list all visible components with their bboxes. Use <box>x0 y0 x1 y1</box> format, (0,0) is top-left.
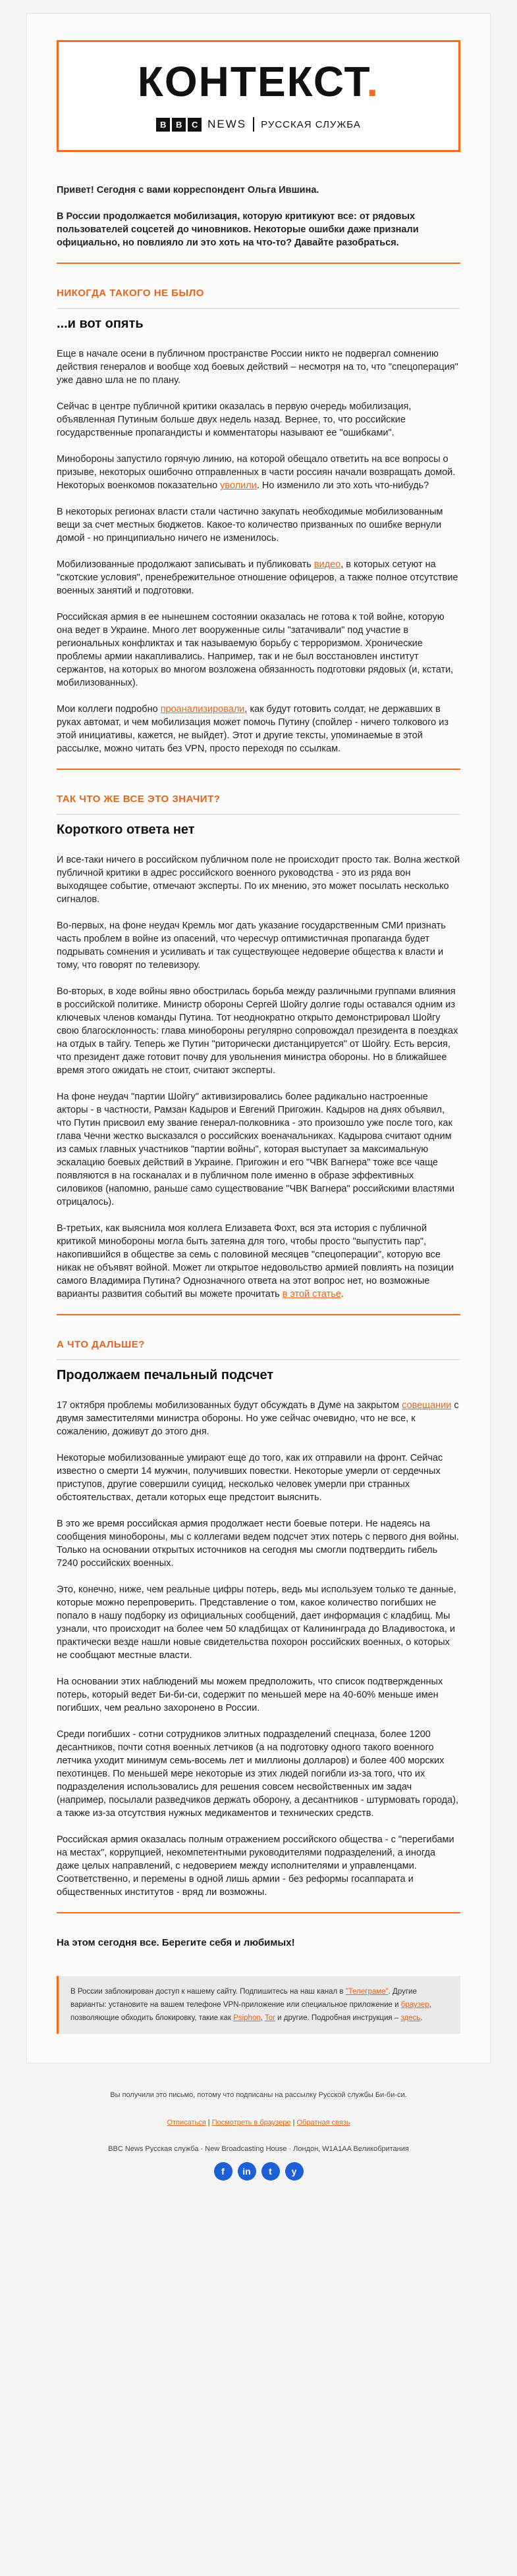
inline-link[interactable]: видео <box>313 559 341 570</box>
address: BBC News Русская служба · New Broadcasting House · Лондон, W1A1AA Великобритания <box>108 2145 409 2153</box>
paragraph: Сейчас в центре публичной критики оказалась в первую очередь мобилизация, объявленная Путиным больше двух недель назад. Вернее, то, что российские государственные пропагандисты и комментаторы называют ее "ошибками". <box>57 401 412 438</box>
kontekst-logo[interactable]: КОНТЕКСТ. <box>137 58 380 105</box>
divider <box>57 1359 460 1360</box>
vpn-notice: В России заблокирован доступ к нашему сайту. Подпишитесь на наш канал в "Телеграме". Другие варианты: установите на вашем телефоне VPN-приложение или специальное приложение и браузер, позволяющие обходить блокировку, такие как Psiphon, Tor и другие. Подробная инструкция – здесь. <box>57 1976 460 2034</box>
newsletter-card <box>26 13 491 2063</box>
paragraph: Некоторые мобилизованные умирают еще до того, как их отправили на фронт. Сейчас известно о смерти 14 мужчин, получивших повестки. Некоторые умерли от сердечных приступов, другие совершили суицид, несколько человек умерли при странных обстоятельствах, детали которых еще предстоит выяснить. <box>57 1453 443 1503</box>
section-subtitle: Короткого ответа нет <box>57 822 195 837</box>
paragraph: Российская армия оказалась полным отражением российского общества - с "перегибами на местах", коррупцией, некомпетентными руководителями подразделений, а иногда даже целых направлений, с недоверием между исполнителями и управленцами. Соответственно, и перемены в одной лишь армии - без реформы госаппарата и общественных институтов - вряд ли возможны. <box>57 1834 454 1898</box>
linkedin-icon[interactable]: in <box>238 2162 256 2181</box>
section-kicker: А ЧТО ДАЛЬШЕ? <box>57 1339 145 1350</box>
paragraph: В некоторых регионах власти стали частично закупать необходимые мобилизованным вещи за счет местных бюджетов. Какое-то количество призванных по ошибке вернули домой - но принципиально ничего не изменилось. <box>57 507 443 543</box>
inline-link[interactable]: уволили <box>220 480 257 491</box>
section-subtitle: Продолжаем печальный подсчет <box>57 1368 274 1382</box>
subscription-note: Вы получили это письмо, потому что подписаны на рассылку Русской службы Би-би-си. <box>110 2091 407 2099</box>
greeting: Привет! Сегодня с вами корреспондент Ольга Ившина. <box>57 185 319 195</box>
section-kicker: ТАК ЧТО ЖЕ ВСЕ ЭТО ЗНАЧИТ? <box>57 794 221 805</box>
tor-link[interactable]: Tor <box>264 2014 275 2022</box>
section-kicker: НИКОГДА ТАКОГО НЕ БЫЛО <box>57 288 204 299</box>
paragraph: Во-вторых, в ходе войны явно обострилась борьба между различными группами влияния в российской политике. Министр обороны Сергей Шойгу долгие годы оставался одним из ключевых членов команды Путина. Тот неоднократно открыто демонстрировал Шойгу свою благосклонность: глава минобороны регулярно сопровождал президента в поездках на отдых в тайгу. Теперь же Путин "риторически дистанцируется" от Шойгу. Есть версия, что президент даже готовит почву для увольнения министра обороны. Но в ближайшее время этого ожидать не стоит, считают эксперты. <box>57 986 458 1076</box>
service-name: РУССКАЯ СЛУЖБА <box>261 118 361 130</box>
brand-divider <box>253 117 254 132</box>
feedback-link[interactable]: Обратная связь <box>296 2119 350 2127</box>
divider <box>57 308 460 309</box>
footer <box>0 2063 517 2194</box>
paragraph: Еще в начале осени в публичном пространстве России никто не подвергал сомнению действия генералов и вообще ход боевых действий – несмотря на то, что "спецоперация" уже давно шла не по плану. <box>57 349 458 386</box>
twitter-icon[interactable]: t <box>261 2162 280 2181</box>
section-1 <box>57 263 460 755</box>
paragraph: Среди погибших - сотни сотрудников элитных подразделений спецназа, более 1200 десантников, почти сотня военных летчиков (а на подготовку одного такого военного летчика уходит минимум семь-восемь лет и миллионы долларов) и более 400 морских пехотинцев. По меньшей мере некоторые из этих людей погибли из-за того, что их подразделения использовались для решения совсем несвойственных им задач (например, посылали разведчиков держать оборону, а десантников - штурмовать города), а также из-за отсутствия нужных медикаментов и технических средств. <box>57 1729 458 1819</box>
browser-link[interactable]: браузер <box>400 2001 429 2009</box>
paragraph: На фоне неудач "партии Шойгу" активизировались более радикально настроенные акторы - в частности, Рамзан Кадыров и Евгений Пригожин. Кадыров на днях объявил, что Путин присвоил ему звание генерал-полковника - это произошло уже после того, как глава Чечни жестко высказался о российских военачальниках. Кадырова считают одним из самых главных участников "партии войны", которая выступает за максимальную эскалацию боевых действий в Украине. Пригожин и его "ЧВК Вагнера" тоже все чаще появляются в на госканалах и в публичном поле именно в образе эффективных силовиков (напомню, раньше само существование "ЧВК Вагнера" российскими властями отрицалось). <box>57 1092 454 1207</box>
inline-link[interactable]: в этой статье <box>282 1289 341 1300</box>
psiphon-link[interactable]: Psiphon <box>233 2014 261 2022</box>
paragraph: Мобилизованные продолжают записывать и публиковать видео, в которых сетуют на "скотские условия", пренебрежительное отношение офицеров, а также полное отсутствие военных занятий и подготовки. <box>57 559 458 596</box>
section-subtitle: ...и вот опять <box>57 316 144 331</box>
news-wordmark: NEWS <box>207 118 247 130</box>
bbc-logo: B B C <box>156 118 202 132</box>
lead: В России продолжается мобилизация, которую критикуют все: от рядовых пользователей соцсетей до чиновников. Некоторые ошибки даже признали официально, но повлияло ли это хоть на что-то? Давайте разобраться. <box>57 211 419 248</box>
paragraph: В это же время российская армия продолжает нести боевые потери. Не надеясь на сообщения минобороны, мы с коллегами ведем подсчет этих потерь с первого дня войны. Только на основании открытых источников на сегодня мы смогли подтвердить гибель 7240 российских военных. <box>57 1519 459 1569</box>
view-in-browser-link[interactable]: Посмотреть в браузере <box>211 2119 291 2127</box>
section-3 <box>57 1314 460 1899</box>
bbc-russian-brand[interactable] <box>156 117 361 132</box>
unsubscribe-link[interactable]: Отписаться <box>167 2119 206 2127</box>
youtube-icon[interactable]: y <box>285 2162 304 2181</box>
telegram-link[interactable]: "Телеграме" <box>345 1988 389 1996</box>
facebook-icon[interactable]: f <box>214 2162 232 2181</box>
section-2 <box>57 769 460 1301</box>
paragraph: Российская армия в ее нынешнем состоянии оказалась не готова к той войне, которую она ведет в Украине. Много лет вооруженные силы "затачивали" под участие в региональных конфликтах и так называемую борьбу с терроризмом. Хронические проблемы армии накапливались. Например, так и не был восстановлен институт сержантов, на которых во многом возложена обязанность подготовки рядовых (и, кстати, мобилизованных). <box>57 612 454 688</box>
paragraph: Мои коллеги подробно проанализировали, как будут готовить солдат, не державших в руках автомат, и чем мобилизация может помочь Путину (спойлер - ничего толкового из этой инициативы, кажется, не выйдет). Этот и другие тексты, упоминаемые в этой рассылке, можно читать без VPN, просто переходя по ссылкам. <box>57 704 449 754</box>
social-links <box>0 2162 517 2181</box>
paragraph: 17 октября проблемы мобилизованных будут обсуждать в Думе на закрытом совещании с двумя заместителями министра обороны. Но уже сейчас очевидно, что не все, к сожалению, доживут до этого дня. <box>57 1400 459 1437</box>
paragraph: Минобороны запустило горячую линию, на которой обещало ответить на все вопросы о призыве, некоторых ошибочно отправленных в части россиян начали возвращать домой. Некоторых военкомов показательно уволили. Но изменило ли это хоть что-нибудь? <box>57 454 456 491</box>
footer-links: Отписаться | Посмотреть в браузере | Обратная связь <box>167 2119 350 2127</box>
divider <box>57 814 460 815</box>
masthead <box>57 40 460 152</box>
inline-link[interactable]: совещании <box>402 1400 452 1411</box>
paragraph: Во-первых, на фоне неудач Кремль мог дать указание государственным СМИ признать часть проблем в войне из опасений, что чересчур оптимистичная пропаганда будет подрывать сомнения и усиливать и так существующее недоверие общества к власти и тому, что говорят по телевизору. <box>57 921 446 971</box>
paragraph: На основании этих наблюдений мы можем предположить, что список подтвержденных потерь, который ведет Би-би-си, содержит по меньшей мере на 40-60% меньше имен погибших, чем реально захоронено в России. <box>57 1677 443 1713</box>
paragraph: Это, конечно, ниже, чем реальные цифры потерь, ведь мы используем только те данные, которые можно перепроверить. Представление о том, какое количество погибших не попало в нашу подборку из официальных сообщений, дает информация с кладбищ. Мы узнали, что происходит на более чем 50 кладбищах от Калининграда до Владивостока, и практически везде нашли новые свидетельства похорон российских военных, о которых не сообщают местные власти. <box>57 1584 456 1661</box>
paragraph: И все-таки ничего в российском публичном поле не происходит просто так. Волна жесткой публичной критики в адрес российского военного руководства - это из ряда вон выходящее событие, отмечают эксперты. По их мнению, это может посылать несколько сигналов. <box>57 855 460 905</box>
instructions-link[interactable]: здесь <box>400 2014 421 2022</box>
inline-link[interactable]: проанализировали <box>160 704 245 715</box>
paragraph: В-третьих, как выяснила моя коллега Елизавета Фохт, вся эта история с публичной критикой минобороны могла быть затеяна для того, чтобы просто "выпустить пар", накопившийся в обществе за семь с половиной месяцев "спецоперации", которую все никак не объявят войной. Может ли открытое недовольство армией повлиять на позиции самого Владимира Путина? Однозначного ответа на этот вопрос нет, но возможные варианты развития событий вы можете прочитать в этой статье. <box>57 1223 454 1300</box>
closing-line: На этом сегодня все. Берегите себя и любимых! <box>57 1912 460 1957</box>
